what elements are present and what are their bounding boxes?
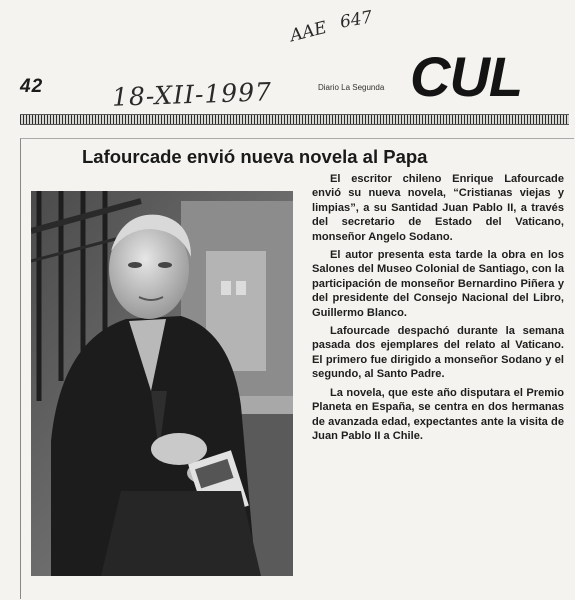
handwritten-archive-number: 647 — [338, 7, 374, 33]
article-paragraph: El escritor chileno Enrique Lafourcade envió su nueva novela, “Cristianas viejas y limpias”, a su Santidad Juan Pablo II, a través del secretario de Estado del Vaticano, monseñor Angelo Sodano. — [312, 173, 564, 243]
author-photo — [31, 191, 293, 576]
header-divider — [20, 114, 569, 125]
newspaper-name: Diario La Segunda — [318, 83, 385, 92]
page-number: 42 — [20, 76, 44, 97]
article-paragraph: El autor presenta esta tarde la obra en los Salones del Museo Colonial de Santiago, con la participación de monseñor Bernardino Piñera y del presidente del Consejo Nacional del Libro, Guillermo Blanco. — [312, 249, 564, 319]
article-body — [312, 172, 564, 447]
handwritten-date: 18-XII-1997 — [111, 77, 273, 112]
section-label: CUL — [410, 48, 523, 106]
article-paragraph: La novela, que este año disputara el Premio Planeta en España, se centra en dos hermanas de avanzada edad, expectantes ante la visita de Juan Pablo II a Chile. — [312, 386, 564, 442]
article-headline: Lafourcade envió nueva novela al Papa — [82, 146, 428, 167]
handwritten-archive-code: AAE — [288, 17, 329, 47]
article-paragraph: Lafourcade despachó durante la semana pasada dos ejemplares del relato al Vaticano. El primero fue dirigido a monseñor Sodano y el segundo, al Santo Padre. — [312, 325, 564, 381]
